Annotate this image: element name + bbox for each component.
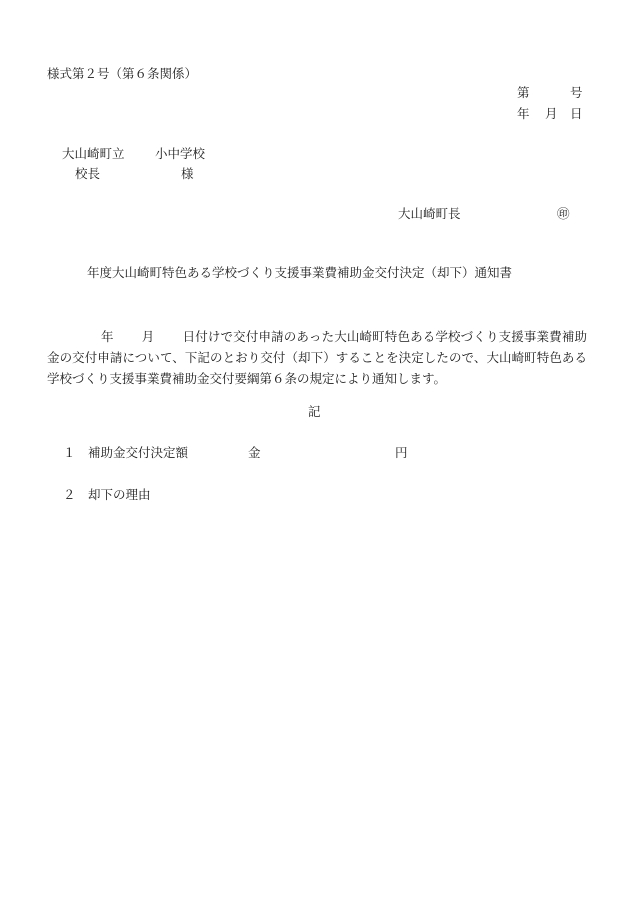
sender-name: 大山崎町長 bbox=[398, 206, 461, 221]
body-paragraph bbox=[47, 326, 587, 389]
item-number: ２ bbox=[63, 487, 76, 502]
document-title: 年度大山崎町特色ある学校づくり支援事業費補助金交付決定（却下）通知書 bbox=[87, 265, 513, 280]
body-year: 年 bbox=[101, 329, 114, 344]
form-number: 様式第２号（第６条関係） bbox=[47, 66, 198, 81]
body-text: 日付けで交付申請のあった大山崎町特色ある学校づくり支援事業費補助金の交付申請について、下記のとおり交付（却下）することを決定したので、大山崎町特色ある学校づくり支援事業費補助金交付要綱第６条の規定により通知します。 bbox=[47, 329, 587, 386]
date-year-label: 年 bbox=[517, 106, 530, 121]
item-number: １ bbox=[63, 445, 76, 460]
currency-unit: 円 bbox=[395, 445, 408, 460]
ki-heading: 記 bbox=[308, 404, 321, 419]
doc-number-label: 第 bbox=[517, 85, 530, 100]
item-label-rejection-reason: 却下の理由 bbox=[88, 487, 151, 502]
body-month: 月 bbox=[141, 329, 155, 344]
recipient-title: 校長 bbox=[75, 166, 101, 181]
doc-number-suffix: 号 bbox=[570, 85, 583, 100]
recipient-honorific: 様 bbox=[181, 166, 194, 181]
seal-mark: ㊞ bbox=[557, 206, 570, 221]
date-month-label: 月 bbox=[545, 106, 558, 121]
item-label-amount: 補助金交付決定額 bbox=[88, 445, 189, 460]
recipient-town: 大山崎町立 bbox=[62, 146, 125, 161]
currency-prefix: 金 bbox=[248, 445, 261, 460]
date-day-label: 日 bbox=[570, 106, 583, 121]
recipient-school: 小中学校 bbox=[155, 146, 206, 161]
